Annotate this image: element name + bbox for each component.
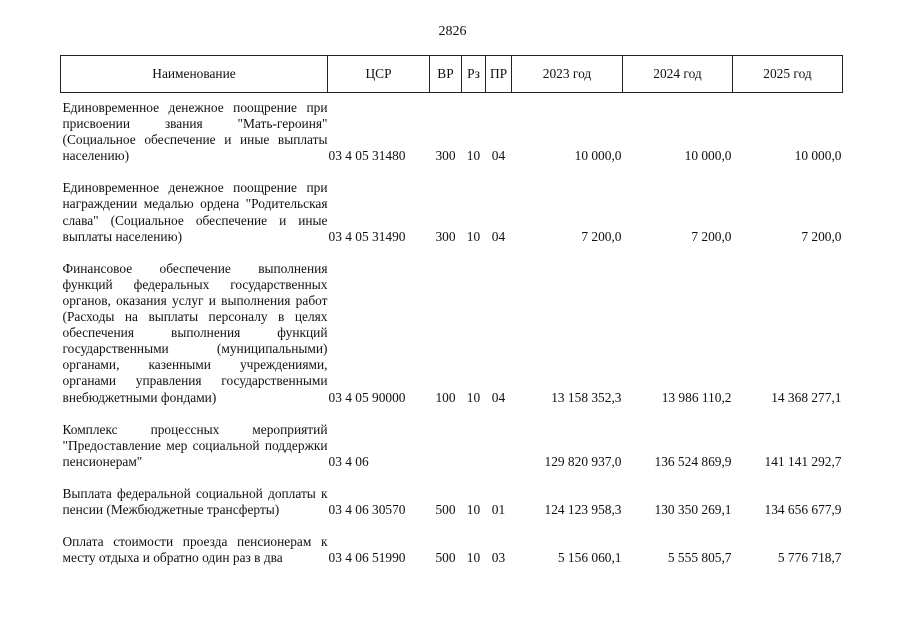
row-2025: 10 000,0 xyxy=(794,148,842,164)
row-2023: 129 820 937,0 xyxy=(544,453,622,469)
header-name: Наименование xyxy=(61,56,328,93)
row-csr: 03 4 05 90000 xyxy=(328,389,406,405)
row-vr xyxy=(430,416,462,480)
row-rz: 10 xyxy=(466,148,481,164)
row-vr: 300 xyxy=(435,148,456,164)
table-row xyxy=(61,93,843,175)
row-pr: 04 xyxy=(491,148,506,164)
header-csr: ЦСР xyxy=(328,56,430,93)
budget-table xyxy=(60,55,843,576)
row-2024: 13 986 110,2 xyxy=(661,389,732,405)
row-2023: 13 158 352,3 xyxy=(551,389,622,405)
row-2024: 7 200,0 xyxy=(691,228,732,244)
row-2024: 136 524 869,9 xyxy=(654,453,732,469)
table-row xyxy=(61,416,843,480)
row-name: Оплата стоимости проезда пенсионерам к месту отдыха и обратно один раз в два xyxy=(62,534,328,566)
row-name: Выплата федеральной социальной доплаты к пенсии (Межбюджетные трансферты) xyxy=(62,485,328,517)
table-row xyxy=(61,480,843,528)
row-2025: 134 656 677,9 xyxy=(764,501,842,517)
row-rz: 10 xyxy=(466,228,481,244)
row-2024: 130 350 269,1 xyxy=(654,501,732,517)
table-row xyxy=(61,255,843,416)
row-rz xyxy=(462,416,486,480)
row-2023: 124 123 958,3 xyxy=(544,501,622,517)
row-2024: 5 555 805,7 xyxy=(667,550,732,566)
row-csr: 03 4 06 xyxy=(328,453,369,469)
header-2025: 2025 год xyxy=(733,56,843,93)
row-2025: 5 776 718,7 xyxy=(777,550,842,566)
row-name: Единовременное денежное поощрение при награждении медалью ордена "Родительская слава" (Социальное обеспечение и иные выплаты населению) xyxy=(62,180,328,244)
row-rz: 10 xyxy=(466,550,481,566)
row-csr: 03 4 05 31490 xyxy=(328,228,406,244)
row-2023: 10 000,0 xyxy=(574,148,622,164)
row-2024: 10 000,0 xyxy=(684,148,732,164)
row-pr: 03 xyxy=(491,550,506,566)
row-pr: 04 xyxy=(491,228,506,244)
page-number: 2826 xyxy=(438,24,467,39)
header-2023: 2023 год xyxy=(512,56,623,93)
row-2025: 7 200,0 xyxy=(801,228,842,244)
row-pr xyxy=(486,416,512,480)
row-vr: 500 xyxy=(435,550,456,566)
row-2023: 5 156 060,1 xyxy=(557,550,622,566)
row-2023: 7 200,0 xyxy=(581,228,622,244)
row-vr: 500 xyxy=(435,501,456,517)
row-csr: 03 4 06 51990 xyxy=(328,550,406,566)
header-vr: ВР xyxy=(430,56,462,93)
row-name: Комплекс процессных мероприятий "Предоставление мер социальной поддержки пенсионерам" xyxy=(62,421,328,469)
table-header-row xyxy=(61,56,843,93)
table-row xyxy=(61,528,843,576)
row-pr: 01 xyxy=(491,501,506,517)
row-csr: 03 4 06 30570 xyxy=(328,501,406,517)
row-name: Единовременное денежное поощрение при присвоении звания "Мать-героиня" (Социальное обеспечение и иные выплаты населению) xyxy=(62,100,328,164)
row-2025: 14 368 277,1 xyxy=(771,389,842,405)
row-vr: 100 xyxy=(435,389,456,405)
header-rz: Рз xyxy=(462,56,486,93)
row-2025: 141 141 292,7 xyxy=(764,453,842,469)
header-pr: ПР xyxy=(486,56,512,93)
row-pr: 04 xyxy=(491,389,506,405)
table-row xyxy=(61,174,843,254)
header-2024: 2024 год xyxy=(623,56,733,93)
row-name: Финансовое обеспечение выполнения функций федеральных государственных органов, оказания услуг и выполнения работ (Расходы на выплаты персоналу в целях обеспечения выполнения функций государственными (муниципальными) органами, казенными учреждениями, органами управления государственными внебюджетными фондами) xyxy=(62,260,328,405)
row-rz: 10 xyxy=(466,389,481,405)
row-rz: 10 xyxy=(466,501,481,517)
row-csr: 03 4 05 31480 xyxy=(328,148,406,164)
row-vr: 300 xyxy=(435,228,456,244)
